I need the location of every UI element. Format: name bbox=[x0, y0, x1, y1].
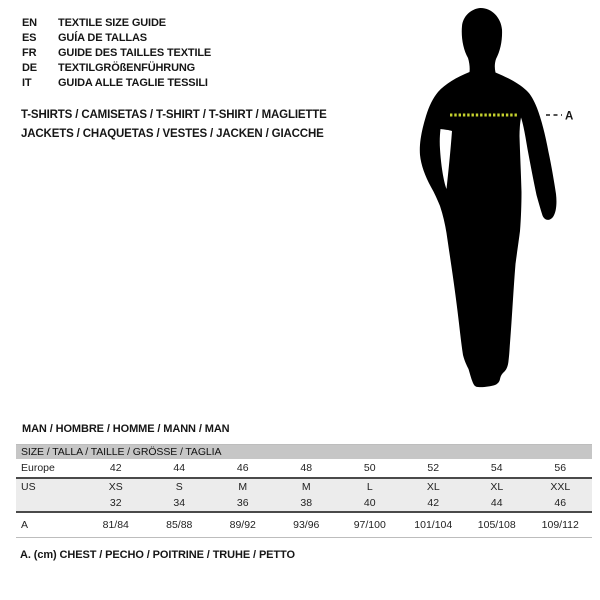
size-cell: 42 bbox=[427, 497, 440, 509]
row-label: A bbox=[21, 519, 29, 531]
lang-label: GUÍA DE TALLAS bbox=[58, 32, 147, 44]
lang-code: DE bbox=[22, 62, 37, 74]
category-tshirts: T-SHIRTS / CAMISETAS / T-SHIRT / T-SHIRT / MAGLIETTE bbox=[21, 109, 327, 121]
table-bottom-rule bbox=[16, 537, 592, 538]
size-cell: 81/84 bbox=[102, 519, 129, 531]
size-cell: 44 bbox=[173, 462, 186, 474]
table-row-a-chest bbox=[16, 513, 592, 537]
size-cell: XS bbox=[108, 481, 123, 493]
measure-label-a: A bbox=[565, 110, 574, 123]
lang-label: GUIDA ALLE TAGLIE TESSILI bbox=[58, 77, 208, 89]
category-jackets: JACKETS / CHAQUETAS / VESTES / JACKEN / GIACCHE bbox=[21, 127, 324, 140]
size-cell: 50 bbox=[363, 462, 376, 474]
size-cell: XXL bbox=[550, 481, 571, 493]
size-cell: M bbox=[238, 481, 248, 493]
size-cell: 36 bbox=[236, 497, 249, 509]
size-cell: 46 bbox=[236, 462, 249, 474]
size-cell: XL bbox=[426, 481, 440, 493]
size-cell: 89/92 bbox=[229, 519, 256, 531]
size-cell: 52 bbox=[427, 462, 440, 474]
size-cell: 40 bbox=[363, 497, 376, 509]
size-cell: 93/96 bbox=[293, 519, 320, 531]
size-cell: 46 bbox=[554, 497, 567, 509]
language-list bbox=[22, 16, 211, 91]
size-cell: 42 bbox=[109, 462, 122, 474]
size-cell: 105/108 bbox=[477, 519, 516, 531]
row-label: Europe bbox=[21, 462, 55, 474]
lang-code: EN bbox=[22, 17, 37, 29]
size-cell: 109/112 bbox=[541, 519, 579, 531]
lang-code: ES bbox=[22, 32, 37, 44]
measurement-footnote: A. (cm) CHEST / PECHO / POITRINE / TRUHE / PETTO bbox=[20, 549, 295, 561]
lang-code: FR bbox=[22, 47, 37, 59]
man-silhouette bbox=[420, 8, 557, 387]
lang-label: TEXTILE SIZE GUIDE bbox=[58, 17, 166, 29]
size-cell: 44 bbox=[490, 497, 503, 509]
size-cell: M bbox=[301, 481, 311, 493]
man-figure bbox=[378, 5, 580, 400]
size-cell: 48 bbox=[300, 462, 313, 474]
table-row-us-numbers bbox=[16, 495, 592, 511]
table-header-row: SIZE / TALLA / TAILLE / GRÖSSE / TAGLIA bbox=[16, 445, 592, 459]
size-cell: 85/88 bbox=[166, 519, 193, 531]
size-cell: 38 bbox=[300, 497, 313, 509]
size-cell: 56 bbox=[554, 462, 567, 474]
garment-categories bbox=[21, 106, 327, 143]
size-cell: 32 bbox=[109, 497, 122, 509]
size-cell: 101/104 bbox=[414, 519, 453, 531]
table-row-us-letters bbox=[16, 479, 592, 495]
table-row-europe bbox=[16, 459, 592, 477]
size-cell: S bbox=[175, 481, 183, 493]
man-silhouette-svg bbox=[378, 5, 580, 400]
size-table bbox=[16, 444, 592, 538]
section-title-man: MAN / HOMBRE / HOMME / MANN / MAN bbox=[22, 423, 230, 435]
lang-label: TEXTILGRÖßENFÜHRUNG bbox=[58, 62, 196, 74]
lang-label: GUIDE DES TAILLES TEXTILE bbox=[58, 47, 212, 59]
lang-code: IT bbox=[22, 77, 32, 89]
size-cell: L bbox=[366, 481, 373, 493]
size-cell: 34 bbox=[173, 497, 186, 509]
row-label: US bbox=[21, 481, 36, 493]
size-cell: 97/100 bbox=[353, 519, 386, 531]
size-cell: 54 bbox=[490, 462, 503, 474]
size-cell: XL bbox=[490, 481, 504, 493]
